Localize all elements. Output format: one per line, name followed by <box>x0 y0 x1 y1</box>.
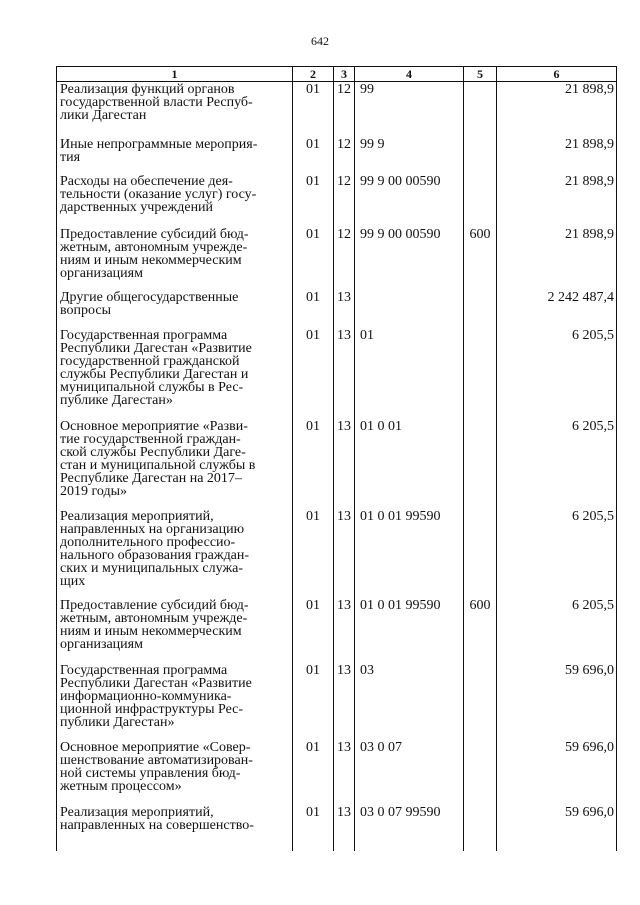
row-amount: 59 696,0 <box>497 663 617 740</box>
row-target: 99 9 00 00590 <box>355 174 464 227</box>
row-amount: 21 898,9 <box>497 227 617 290</box>
row-subsection: 13 <box>334 419 355 509</box>
table-row <box>57 137 617 174</box>
table-row <box>57 740 617 805</box>
row-amount: 6 205,5 <box>497 509 617 598</box>
row-amount: 6 205,5 <box>497 419 617 509</box>
header-cell-3: 3 <box>334 67 355 82</box>
row-subsection: 13 <box>334 740 355 805</box>
row-subsection: 12 <box>334 137 355 174</box>
row-type <box>464 137 497 174</box>
row-amount: 6 205,5 <box>497 328 617 419</box>
row-section: 01 <box>293 328 334 419</box>
table-row <box>57 82 617 137</box>
row-subsection: 12 <box>334 82 355 137</box>
table-row <box>57 419 617 509</box>
row-subsection: 13 <box>334 805 355 851</box>
row-type <box>464 328 497 419</box>
table-row <box>57 174 617 227</box>
header-cell-4: 4 <box>355 67 464 82</box>
row-name: Расходы на обеспечение дея- тельности (оказание услуг) госу- дарственных учреждений <box>57 174 293 227</box>
row-subsection: 13 <box>334 328 355 419</box>
table-row <box>57 328 617 419</box>
row-name: Реализация функций органов государственной власти Респуб- лики Дагестан <box>57 82 293 137</box>
table-row <box>57 290 617 328</box>
row-section: 01 <box>293 805 334 851</box>
row-amount: 21 898,9 <box>497 174 617 227</box>
table-row <box>57 598 617 663</box>
row-name: Реализация мероприятий, направленных на организацию дополнительного профессио- нального образования граждан- ских и муниципальных служа- щих <box>57 509 293 598</box>
row-subsection: 13 <box>334 290 355 328</box>
row-target: 01 0 01 99590 <box>355 509 464 598</box>
table-row <box>57 805 617 851</box>
row-type <box>464 419 497 509</box>
table-row <box>57 509 617 598</box>
table-row <box>57 663 617 740</box>
row-amount: 21 898,9 <box>497 82 617 137</box>
row-name: Предоставление субсидий бюд- жетным, автономным учрежде- ниям и иным некоммерческим организациям <box>57 227 293 290</box>
row-name: Основное мероприятие «Совер- шенствование автоматизирован- ной системы управления бюд- жетным процессом» <box>57 740 293 805</box>
row-section: 01 <box>293 663 334 740</box>
row-type: 600 <box>464 227 497 290</box>
row-target: 03 0 07 99590 <box>355 805 464 851</box>
row-amount: 2 242 487,4 <box>497 290 617 328</box>
row-target: 03 0 07 <box>355 740 464 805</box>
row-amount: 6 205,5 <box>497 598 617 663</box>
row-section: 01 <box>293 740 334 805</box>
header-cell-6: 6 <box>497 67 617 82</box>
row-name: Другие общегосударственные вопросы <box>57 290 293 328</box>
page-number: 642 <box>311 34 329 48</box>
row-target: 99 9 <box>355 137 464 174</box>
row-type <box>464 174 497 227</box>
row-type <box>464 805 497 851</box>
row-name: Реализация мероприятий, направленных на совершенство- <box>57 805 293 851</box>
table-body <box>57 82 617 851</box>
header-row <box>57 67 617 82</box>
row-type <box>464 663 497 740</box>
row-subsection: 13 <box>334 663 355 740</box>
row-type <box>464 290 497 328</box>
row-section: 01 <box>293 174 334 227</box>
row-type: 600 <box>464 598 497 663</box>
row-section: 01 <box>293 419 334 509</box>
budget-table <box>56 66 617 851</box>
row-section: 01 <box>293 137 334 174</box>
row-name: Иные непрограммные мероприя- тия <box>57 137 293 174</box>
row-amount: 21 898,9 <box>497 137 617 174</box>
row-target: 01 <box>355 328 464 419</box>
row-subsection: 12 <box>334 227 355 290</box>
row-name: Основное мероприятие «Разви- тие государственной граждан- ской службы Республики Даге- стан и муниципальной службы в Республике Дагестан на 2017– 2019 годы» <box>57 419 293 509</box>
row-name: Государственная программа Республики Дагестан «Развитие государственной гражданской службы Республики Дагестан и муниципальной службы в Рес- публике Дагестан» <box>57 328 293 419</box>
row-section: 01 <box>293 227 334 290</box>
row-target: 03 <box>355 663 464 740</box>
row-target: 99 <box>355 82 464 137</box>
row-subsection: 13 <box>334 509 355 598</box>
header-cell-1: 1 <box>57 67 293 82</box>
header-cell-5: 5 <box>464 67 497 82</box>
row-target: 01 0 01 <box>355 419 464 509</box>
row-target <box>355 290 464 328</box>
row-type <box>464 509 497 598</box>
row-target: 99 9 00 00590 <box>355 227 464 290</box>
row-section: 01 <box>293 290 334 328</box>
row-type <box>464 82 497 137</box>
row-section: 01 <box>293 598 334 663</box>
row-name: Предоставление субсидий бюд- жетным, автономным учрежде- ниям и иным некоммерческим организациям <box>57 598 293 663</box>
row-section: 01 <box>293 509 334 598</box>
row-target: 01 0 01 99590 <box>355 598 464 663</box>
row-name: Государственная программа Республики Дагестан «Развитие информационно-коммуника- ционной инфраструктуры Рес- публики Дагестан» <box>57 663 293 740</box>
row-subsection: 12 <box>334 174 355 227</box>
row-amount: 59 696,0 <box>497 740 617 805</box>
row-amount: 59 696,0 <box>497 805 617 851</box>
row-section: 01 <box>293 82 334 137</box>
row-type <box>464 740 497 805</box>
header-cell-2: 2 <box>293 67 334 82</box>
table-row <box>57 227 617 290</box>
row-subsection: 13 <box>334 598 355 663</box>
